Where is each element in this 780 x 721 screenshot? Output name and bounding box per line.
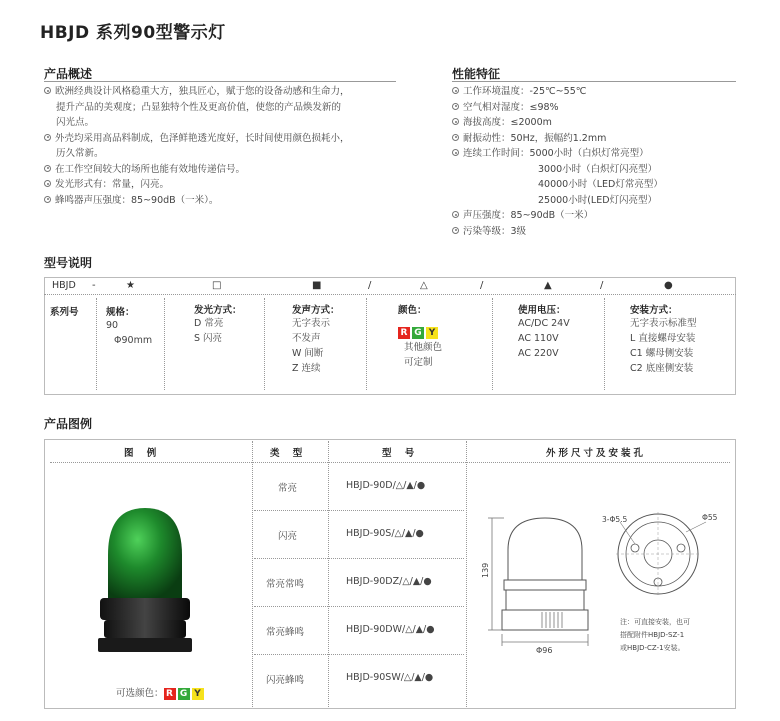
feature-item: 耐振动性：50Hz，振幅约1.2mm (452, 131, 663, 147)
spec-value: 90 (106, 320, 119, 331)
spec-label: 规格： (106, 307, 135, 318)
bullet-icon (452, 227, 459, 234)
model-sym-triangle: ▲ (544, 280, 552, 291)
spec-column (106, 304, 152, 348)
note-line: 或HBJD-CZ-1安装。 (620, 644, 685, 652)
bullet-icon (452, 149, 459, 156)
header-dims: 外形尺寸及安装孔 (546, 448, 647, 459)
sound-value: 无字表示 (292, 318, 331, 329)
model-sym-open-triangle: △ (420, 280, 428, 291)
model-heading: 型号说明 (44, 256, 93, 270)
row-sep (254, 606, 464, 607)
overview-list (44, 84, 350, 208)
bullet-icon (44, 165, 51, 172)
voltage-label: 使用电压： (518, 305, 566, 316)
feature-item-cont: 25000小时(LED灯闪亮型） (538, 194, 658, 206)
col-sep (264, 298, 265, 390)
bullet-icon (44, 134, 51, 141)
col-sep (366, 298, 367, 390)
sound-value: Z 连续 (292, 363, 321, 374)
optional-colors (116, 685, 206, 700)
bullet-icon (452, 211, 459, 218)
bullet-icon (452, 134, 459, 141)
mount-value: C1 螺母侧安装 (630, 348, 694, 359)
header-image: 图 例 (124, 448, 162, 459)
mount-column (630, 302, 697, 376)
feature-item: 声压强度：85~90dB（一米） (452, 208, 663, 224)
figures-heading: 产品图例 (44, 417, 93, 431)
sound-value: 不发声 (292, 333, 321, 344)
col-sep (164, 298, 165, 390)
sound-column (292, 302, 340, 376)
row-type: 常亮蜂鸣 (266, 627, 305, 638)
warning-lamp-image (90, 500, 200, 670)
sound-value: W 间断 (292, 348, 324, 359)
col-sep (252, 441, 253, 707)
dim-holes-text: 3-Φ5.5 (602, 515, 628, 524)
overview-item: 发光形式有：常量，闪亮。 (44, 177, 350, 193)
dim-outer-text: Φ55 (702, 513, 718, 522)
voltage-column (518, 302, 570, 361)
series-label: 系列号 (50, 307, 79, 318)
overview-item-cont: 提升产品的美观度；凸显独特个性及更高价值，使您的产品焕发新的 (56, 101, 342, 113)
model-sym-open-square: □ (212, 280, 222, 291)
bullet-icon (44, 196, 51, 203)
col-sep (328, 441, 329, 707)
row-type: 常亮 (278, 483, 298, 494)
chip-green: G (178, 688, 190, 700)
header-model: 型 号 (382, 448, 420, 459)
note-line: 注：可直接安装，也可 (620, 618, 690, 626)
row-type: 闪亮 (278, 531, 298, 542)
chip-red: R (164, 688, 176, 700)
voltage-value: AC 110V (518, 333, 559, 344)
feature-item: 空气相对湿度：≤98% (452, 100, 663, 116)
row-sep (254, 510, 464, 511)
mount-label: 安装方式： (630, 305, 678, 316)
bullet-icon (44, 87, 51, 94)
overview-item: 欧洲经典设计风格稳重大方，独具匠心，赋于您的设备动感和生命力， (44, 84, 350, 100)
light-column (194, 302, 242, 346)
bullet-icon (452, 118, 459, 125)
optional-colors-label: 可选颜色： (116, 688, 164, 699)
overview-item: 蜂鸣器声压强度：85~90dB（一米）。 (44, 193, 350, 209)
sound-label: 发声方式： (292, 305, 340, 316)
col-sep (604, 298, 605, 390)
overview-item: 外壳均采用高品料制成，色泽鲜艳透光度好，长时间使用颜色损耗小， (44, 131, 350, 147)
color-value: 其他颜色 (404, 342, 443, 353)
feature-item-cont: 3000小时（白炽灯闪亮型） (538, 163, 658, 175)
header-type: 类 型 (270, 448, 308, 459)
dimension-drawing (480, 500, 730, 670)
row-model: HBJD-90D/△/▲/● (346, 480, 426, 491)
voltage-value: AC 220V (518, 348, 559, 359)
model-table-divider (44, 294, 736, 295)
chip-yellow: Y (192, 688, 204, 700)
features-list (452, 84, 663, 239)
color-column (398, 302, 442, 370)
color-value: 可定制 (404, 357, 433, 368)
mount-value: 无字表示标准型 (630, 318, 697, 329)
light-value: S 闪亮 (194, 333, 223, 344)
feature-item: 污染等级：3级 (452, 224, 663, 240)
spec-value: Φ90mm (114, 335, 153, 346)
voltage-value: AC/DC 24V (518, 318, 570, 329)
header-divider (50, 462, 730, 463)
mount-value: L 直接螺母安装 (630, 333, 696, 344)
overview-item-cont: 闪光点。 (56, 117, 95, 128)
features-underline (452, 81, 736, 82)
overview-item-cont: 历久常新。 (56, 148, 104, 159)
feature-item-cont: 40000小时（LED灯常亮型） (538, 179, 663, 190)
color-label: 颜色： (398, 305, 427, 316)
col-sep (466, 441, 467, 707)
chip-red: R (398, 327, 410, 339)
bullet-icon (44, 180, 51, 187)
chip-yellow: Y (426, 327, 438, 339)
page-title: HBJD 系列90型警示灯 (40, 23, 226, 43)
light-value: D 常亮 (194, 318, 224, 329)
row-type: 闪亮蜂鸣 (266, 675, 305, 686)
note-line: 搭配附件HBJD-SZ-1 (620, 631, 685, 639)
model-sym-slash: / (480, 280, 484, 291)
col-sep (96, 298, 97, 390)
dim-height-text: 139 (481, 562, 490, 578)
features-heading: 性能特征 (452, 67, 501, 81)
bullet-icon (452, 103, 459, 110)
row-model: HBJD-90S/△/▲/● (346, 528, 424, 539)
overview-underline (44, 81, 396, 82)
model-sym-square: ■ (312, 280, 322, 291)
model-sym-slash: / (368, 280, 372, 291)
overview-item: 在工作空间较大的场所也能有效地传递信号。 (44, 162, 350, 178)
feature-item: 工作环境温度：-25℃~55℃ (452, 84, 663, 100)
row-model: HBJD-90SW/△/▲/● (346, 672, 434, 683)
row-model: HBJD-90DW/△/▲/● (346, 624, 435, 635)
bullet-icon (452, 87, 459, 94)
model-sym-slash: / (600, 280, 604, 291)
row-type: 常亮常鸣 (266, 579, 305, 590)
light-label: 发光方式： (194, 305, 242, 316)
row-sep (254, 654, 464, 655)
col-sep (492, 298, 493, 390)
model-sym-circle: ● (664, 280, 673, 291)
model-sym-star: ★ (126, 280, 135, 291)
overview-heading: 产品概述 (44, 67, 93, 81)
mount-value: C2 底座侧安装 (630, 363, 694, 374)
model-code: HBJD (52, 280, 76, 291)
row-sep (254, 558, 464, 559)
feature-item: 海拔高度：≤2000m (452, 115, 663, 131)
dim-width-text: Φ96 (536, 646, 553, 655)
model-sym-dash: - (92, 280, 96, 291)
chip-green: G (412, 327, 424, 339)
row-model: HBJD-90DZ/△/▲/● (346, 576, 432, 587)
feature-item: 连续工作时间：5000小时（白炽灯常亮型） (452, 146, 663, 162)
color-chips (398, 320, 442, 338)
